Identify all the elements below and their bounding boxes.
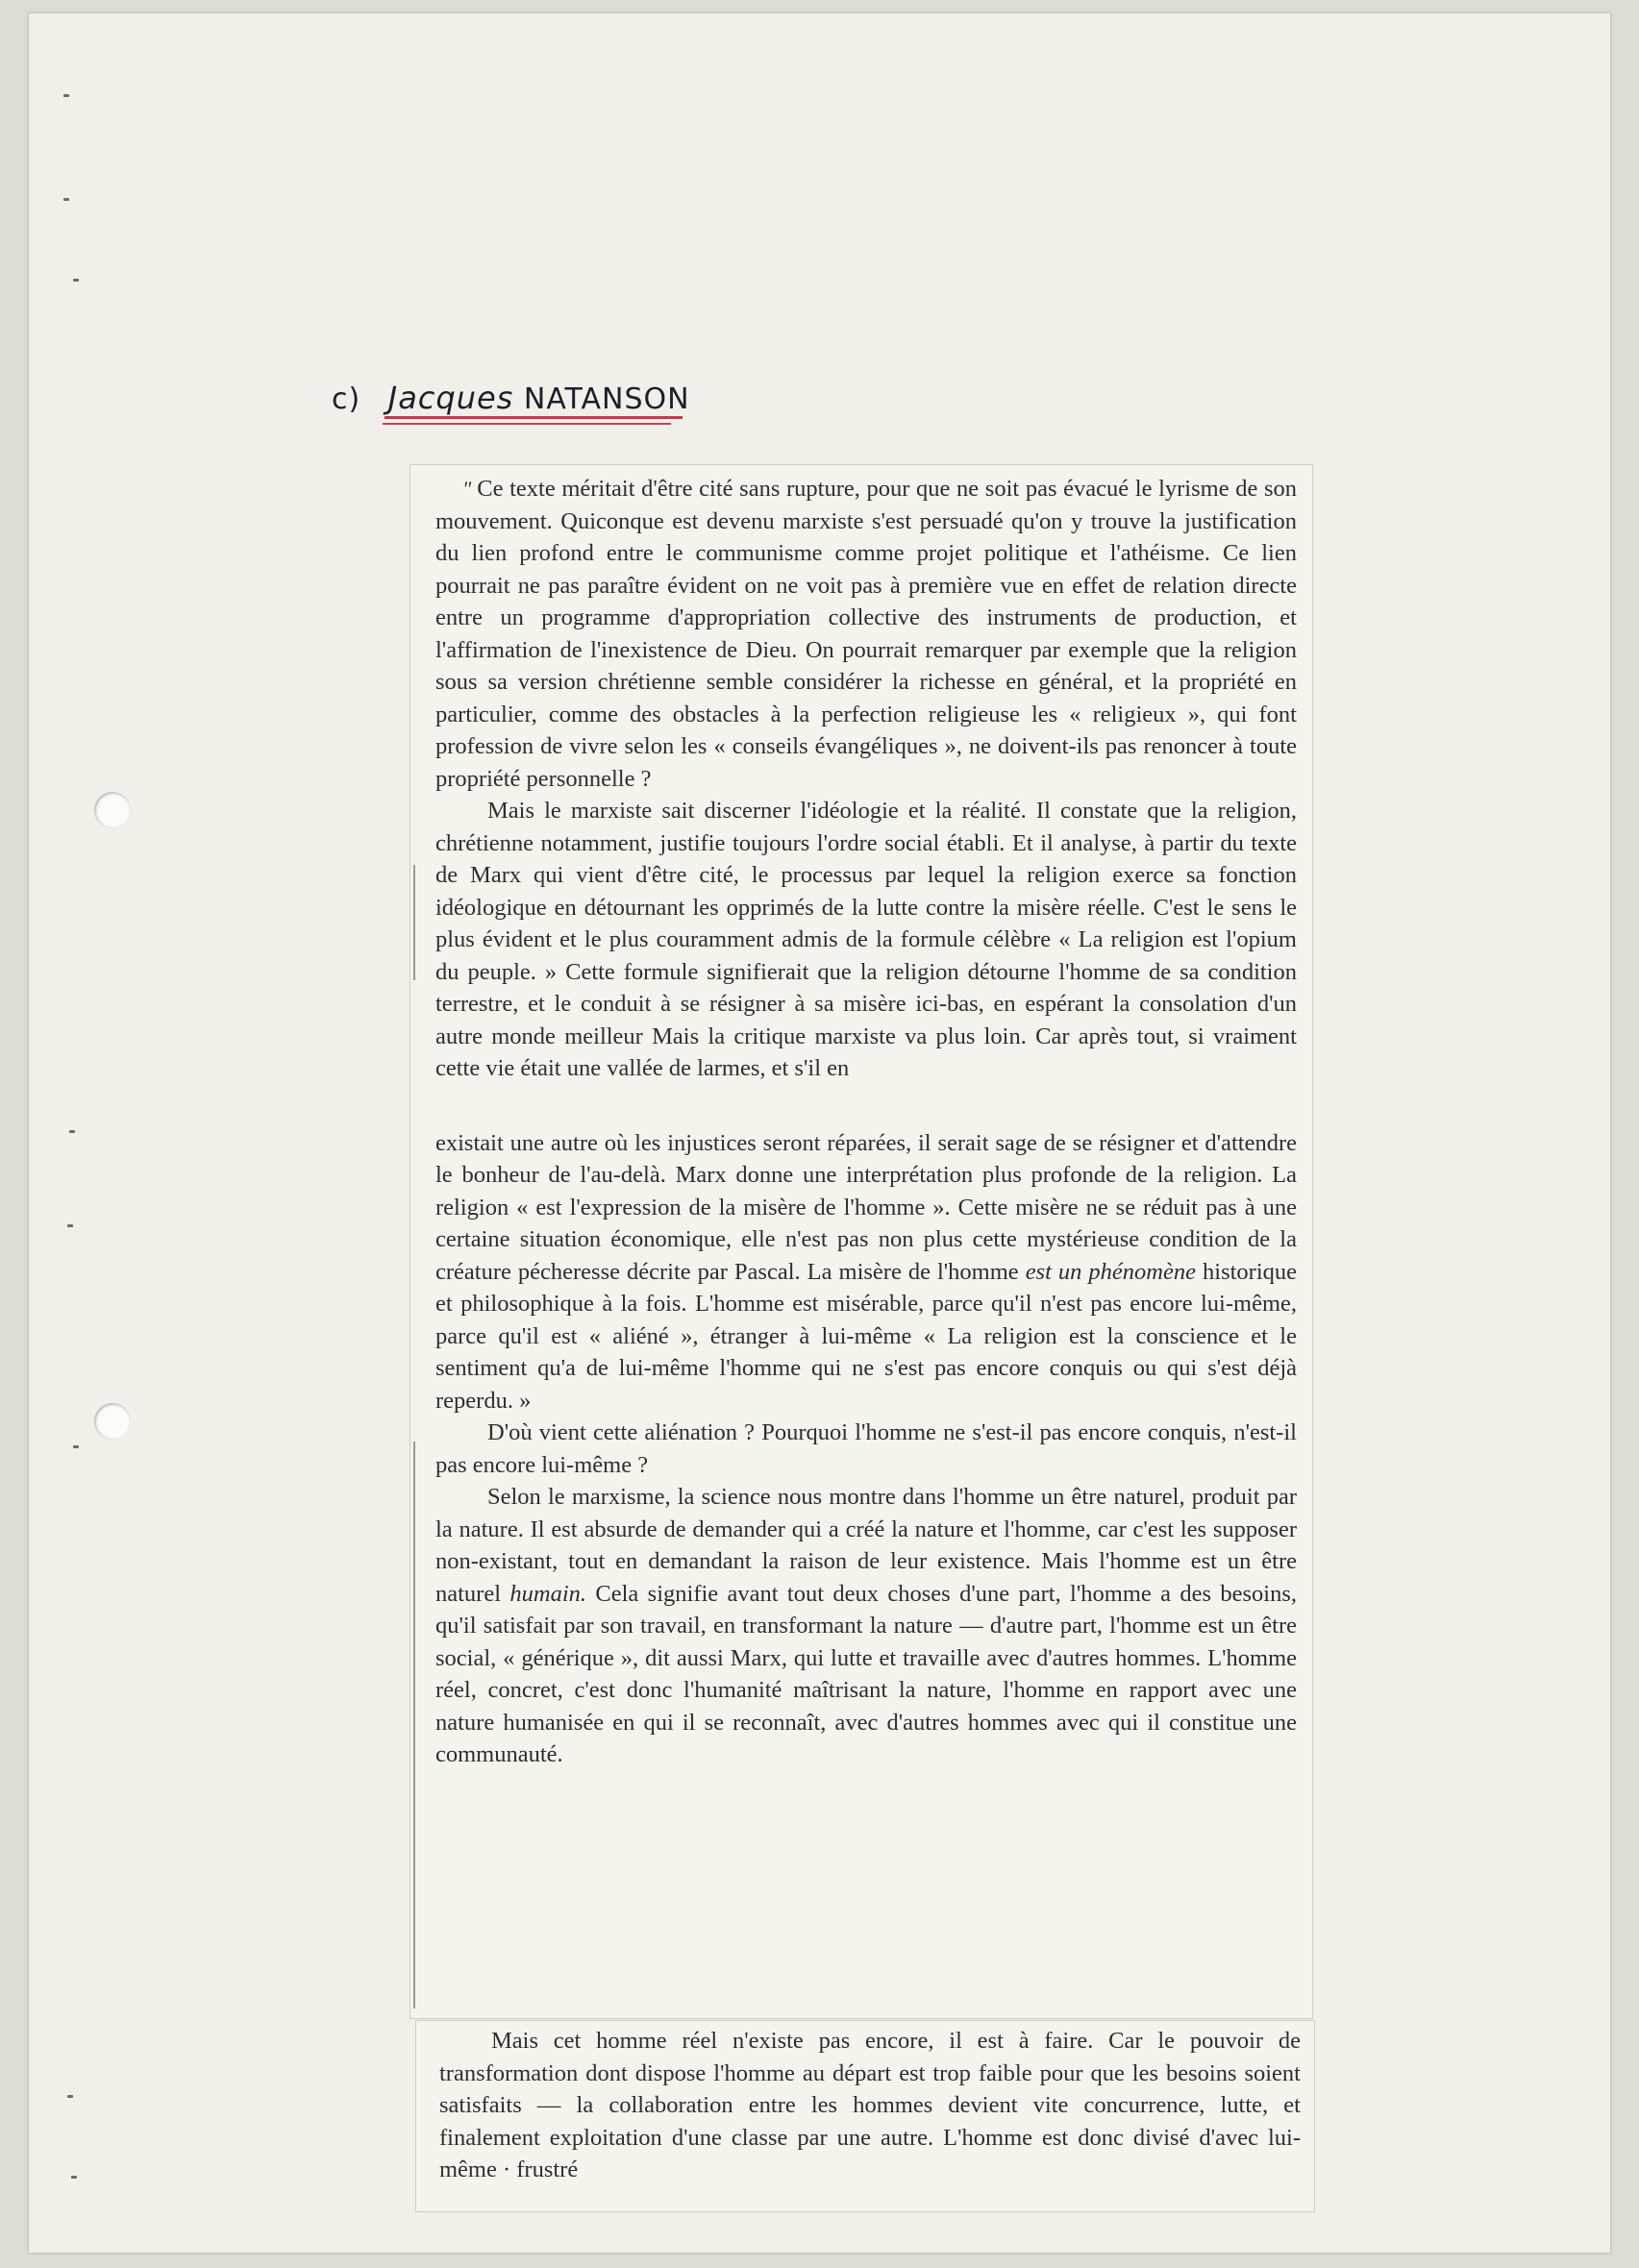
paragraph: D'où vient cette aliénation ? Pourquoi l'homme ne s'est-il pas encore conquis, n'est-il pas encore lui-même ?: [435, 1419, 1297, 1478]
punch-hole-bottom: [94, 1403, 131, 1440]
edge-mark: [69, 1130, 75, 1133]
paragraph: Mais cet homme réel n'existe pas encore, il est à faire. Car le pouvoir de transformation dont dispose l'homme au départ est trop faible pour que les besoins soient satisfaits — la collaboration entre les hommes devient vite concurrence, lutte, et finalement exploitation d'une classe par une autre. L'homme est donc divisé d'avec lui-même · frustré: [439, 2028, 1301, 2182]
emphasis-text: est un phénomène: [1025, 1258, 1196, 1285]
margin-rule: [413, 1442, 415, 2009]
paragraph-text: Ce texte méritait d'être cité sans rupture, pour que ne soit pas évacué le lyrisme de son mouvement. Quiconque est devenu marxiste s'est persuadé qu'on y trouve la justification du lien profond entre le communisme comme projet politique et l'athéisme. Ce lien pourrait ne pas paraître évident on ne voit pas à première vue en effet de relation directe entre un programme d'appropriation collective des instruments de production, et l'affirmation de l'inexistence de Dieu. On pourrait remarquer par exemple que la religion sous sa version chrétienne semble considérer la richesse en général, et la propriété en particulier, comme des obstacles à la perfection religieuse les « religieux », qui font profession de vivre selon les « conseils évangéliques », ne doivent-ils pas renoncer à toute propriété personnelle ?: [435, 476, 1297, 792]
paragraph-text: historique et philosophique à la fois. L'homme est misérable, parce qu'il n'est pas encore lui-même, parce qu'il est « aliéné », étranger à lui-même « La religion est la conscience et le sentiment qu'a de lui-même l'homme qui ne s'est pas encore conquis ou qui s'est déjà reperdu. »: [435, 1258, 1298, 1414]
section-heading: [332, 380, 690, 416]
edge-mark: [63, 94, 69, 97]
edge-mark: [67, 2095, 73, 2098]
emphasis-text: humain.: [509, 1580, 587, 1607]
red-underline: [383, 423, 671, 425]
edge-mark: [73, 1445, 79, 1448]
paragraph: [435, 1127, 1297, 1418]
quote-mark: ": [462, 477, 472, 501]
author-first-name: Jacques: [387, 380, 514, 416]
edge-mark: [67, 1224, 73, 1227]
paragraph: [435, 1481, 1297, 1771]
paragraph: Mais le marxiste sait discerner l'idéologie et la réalité. Il constate que la religion, chrétienne notamment, justifie toujours l'ordre social établi. Et il analyse, à partir du texte de Marx qui vient d'être cité, le processus par lequel la religion exerce sa fonction idéologique en détournant les opprimés de la lutte contre la misère réelle. C'est le sens le plus évident et le plus couramment admis de la formule célèbre « La religion est l'opium du peuple. » Cette formule signifierait que la religion détourne l'homme de sa condition terrestre, et le conduit à se résigner à sa misère ici-bas, en espérant la consolation d'un autre monde meilleur Mais la critique marxiste va plus loin. Car après tout, si vraiment cette vie était une vallée de larmes, et s'il en: [435, 798, 1297, 1081]
red-underline: [385, 416, 683, 419]
margin-rule: [413, 865, 415, 980]
paragraph-text: Selon le marxisme, la science nous montre dans l'homme un être naturel, produit par la nature. Il est absurde de demander qui a créé la nature et l'homme, car c'est les supposer non-existant, tout en demandant la raison de leur existence. Mais l'homme est un être naturel: [435, 1484, 1297, 1607]
edge-mark: [73, 279, 79, 282]
pasted-clipping-main: [410, 464, 1313, 2019]
punch-hole-top: [94, 792, 131, 828]
paragraph-text: existait une autre où les injustices seront réparées, il serait sage de se résigner et d'attendre le bonheur de l'au-delà. Marx donne une interprétation plus profonde de la religion. La religion « est l'expression de la misère de l'homme ». Cette misère ne se réduit pas à une certaine situation économique, elle n'est pas non plus cette mystérieuse condition de la créature pécheresse décrite par Pascal. La misère de l'homme: [435, 1129, 1297, 1285]
edge-mark: [63, 198, 69, 201]
section-label: c): [332, 382, 361, 416]
edge-mark: [71, 2176, 77, 2179]
pasted-clipping-continuation: [415, 2020, 1315, 2212]
paragraph: [435, 473, 1297, 795]
paragraph-text: Cela signifie avant tout deux choses d'une part, l'homme a des besoins, qu'il satisfait par son travail, en transformant la nature — d'autre part, l'homme est un être social, « générique », dit aussi Marx, qui lutte et travaille avec d'autres hommes. L'homme réel, concret, c'est donc l'humanité maîtrisant la nature, l'homme en rapport avec une nature humanisée en qui il se reconnaît, avec d'autres hommes avec qui il constitue une communauté.: [435, 1580, 1298, 1767]
author-last-name: NATANSON: [523, 382, 690, 416]
